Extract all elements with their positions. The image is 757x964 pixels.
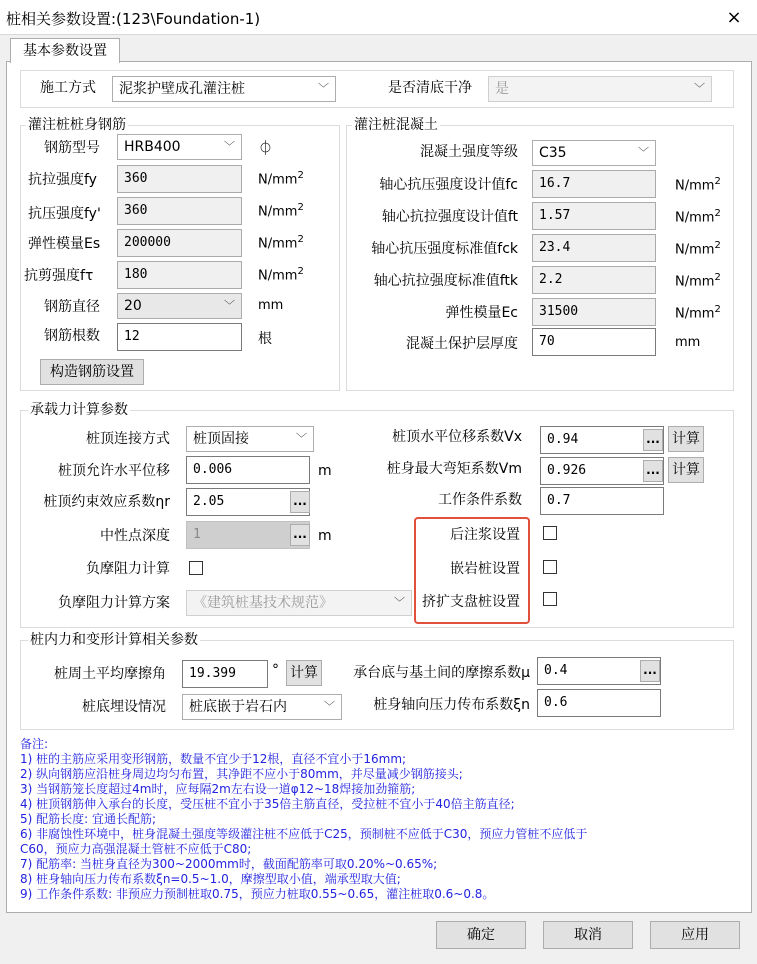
displacement-label: 桩顶允许水平位移 xyxy=(58,463,170,479)
vx-label: 桩顶水平位移系数Vx xyxy=(392,429,522,445)
cover-input[interactable]: 70 xyxy=(532,328,656,356)
unit-sup: 2 xyxy=(714,208,721,219)
eta-more-button[interactable]: ... xyxy=(290,491,310,513)
internal-force-group-title: 桩内力和变形计算相关参数 xyxy=(30,632,198,648)
note-line: C60，预应力高强混凝土管桩不应低于C80; xyxy=(20,842,252,856)
unit-text: N/mm xyxy=(675,210,715,226)
ftk-label: 轴心抗拉强度标准值ftk xyxy=(373,273,518,289)
ft-label: 抗剪强度fτ xyxy=(24,268,94,284)
note-line: 8) 桩身轴向压力传布系数ξn=0.5~1.0，摩擦型取小值，端承型取大值; xyxy=(20,872,401,886)
rebar-config-button[interactable]: 构造钢筋设置 xyxy=(40,359,144,385)
rebar-num-input[interactable]: 12 xyxy=(117,323,242,351)
construction-method-label: 施工方式 xyxy=(40,80,96,96)
unit-sup: 2 xyxy=(714,272,721,283)
notes xyxy=(20,737,742,902)
rebar-dia-value: 20 xyxy=(124,298,142,314)
ft-concrete-label: 轴心抗拉强度设计值ft xyxy=(381,209,518,225)
rock-socket-label: 嵌岩桩设置 xyxy=(450,561,520,577)
friction-calc-button[interactable]: 计算 xyxy=(286,660,322,686)
work-condition-input[interactable]: 0.7 xyxy=(540,487,664,515)
es-label: 弹性模量Es xyxy=(28,236,101,252)
mu-more-button[interactable]: ... xyxy=(640,660,660,682)
unit-text: N/mm xyxy=(675,178,715,194)
note-line: 4) 桩顶钢筋伸入承台的长度，受压桩不宜小于35倍主筋直径，受拉桩不宜小于40倍主筋直径; xyxy=(20,797,515,811)
clean-bottom-label: 是否清底干净 xyxy=(388,80,472,96)
clean-bottom-select[interactable] xyxy=(488,76,712,102)
mu-label: 承台底与基土间的摩擦系数μ xyxy=(353,665,530,681)
ok-button[interactable]: 确定 xyxy=(436,921,526,949)
concrete-group-title: 灌注桩混凝土 xyxy=(354,117,438,133)
xi-input[interactable]: 0.6 xyxy=(537,689,661,717)
ft-input[interactable]: 180 xyxy=(117,261,242,289)
grade-value: C35 xyxy=(539,145,567,161)
fy2-label: 抗压强度fy' xyxy=(28,206,101,222)
unit-text: N/mm xyxy=(258,172,298,188)
eta-input[interactable]: 2.05 xyxy=(186,488,310,516)
fy2-input[interactable]: 360 xyxy=(117,197,242,225)
grade-label: 混凝土强度等级 xyxy=(420,144,518,160)
fc-label: 轴心抗压强度设计值fc xyxy=(379,177,518,193)
rebar-type-select[interactable] xyxy=(117,134,242,160)
ft-concrete-unit xyxy=(675,208,721,225)
ftk-unit xyxy=(675,272,721,289)
vm-calc-button[interactable]: 计算 xyxy=(668,457,704,483)
unit-sup: 2 xyxy=(297,266,304,277)
chevron-down-icon: ﹀ xyxy=(318,82,329,95)
note-line: 备注: xyxy=(20,737,49,751)
eta-label: 桩顶约束效应系数ηr xyxy=(43,494,170,510)
friction-angle-unit: ° xyxy=(272,662,279,678)
rebar-num-unit: 根 xyxy=(258,331,272,347)
displacement-unit: m xyxy=(318,463,332,479)
mu-input[interactable]: 0.4 xyxy=(537,657,661,685)
capacity-group-title: 承载力计算参数 xyxy=(30,402,128,418)
displacement-input[interactable]: 0.006 xyxy=(186,456,310,484)
chevron-down-icon: ﹀ xyxy=(394,596,405,609)
rebar-dia-select[interactable] xyxy=(117,293,242,319)
es-unit xyxy=(258,234,304,251)
embed-select[interactable] xyxy=(182,694,342,720)
fy-unit xyxy=(258,170,304,187)
connection-value: 桩顶固接 xyxy=(193,431,249,447)
cancel-button[interactable]: 取消 xyxy=(543,921,633,949)
note-line: 9) 工作条件系数: 非预应力预制桩取0.75，预应力桩取0.55~0.65，灌注桩取0.6~0.8。 xyxy=(20,887,495,901)
neutral-unit: m xyxy=(318,528,332,544)
chevron-down-icon: ﹀ xyxy=(296,432,307,445)
rebar-grade-symbol: ⏀ xyxy=(258,139,274,157)
grade-select[interactable] xyxy=(532,140,656,166)
chevron-down-icon: ﹀ xyxy=(324,700,335,713)
xi-label: 桩身轴向压力传布系数ξn xyxy=(373,697,530,713)
ft-concrete-input[interactable]: 1.57 xyxy=(532,202,656,230)
cover-label: 混凝土保护层厚度 xyxy=(406,336,518,352)
cover-unit: mm xyxy=(675,335,701,350)
unit-text: N/mm xyxy=(675,274,715,290)
tab-basic-params[interactable]: 基本参数设置 xyxy=(10,38,120,63)
rebar-group-title: 灌注桩桩身钢筋 xyxy=(28,117,126,133)
embed-label: 桩底埋设情况 xyxy=(82,699,166,715)
note-line: 7) 配筋率: 当桩身直径为300~2000mm时，截面配筋率可取0.20%~0.65%; xyxy=(20,857,438,871)
fy-input[interactable]: 360 xyxy=(117,165,242,193)
unit-text: N/mm xyxy=(675,306,715,322)
ft-unit xyxy=(258,266,304,283)
chevron-down-icon: ﹀ xyxy=(694,82,705,95)
unit-sup: 2 xyxy=(714,240,721,251)
rebar-type-value: HRB400 xyxy=(124,139,181,155)
unit-sup: 2 xyxy=(714,304,721,315)
expand-pile-label: 挤扩支盘桩设置 xyxy=(422,594,520,610)
vx-input[interactable]: 0.94 xyxy=(540,426,664,454)
vm-label: 桩身最大弯矩系数Vm xyxy=(386,461,522,477)
fc-unit xyxy=(675,176,721,193)
unit-sup: 2 xyxy=(297,202,304,213)
note-line: 1) 桩的主筋应采用变形钢筋，数量不宜少于12根，直径不宜小于16mm; xyxy=(20,752,407,766)
unit-text: N/mm xyxy=(258,204,298,220)
embed-value: 桩底嵌于岩石内 xyxy=(189,699,287,715)
fy2-unit xyxy=(258,202,304,219)
neg-scheme-value: 《建筑桩基技术规范》 xyxy=(193,595,333,611)
vx-calc-button[interactable]: 计算 xyxy=(668,426,704,452)
construction-method-value: 泥浆护壁成孔灌注桩 xyxy=(119,81,245,97)
vm-more-button[interactable]: ... xyxy=(643,460,663,482)
ec-label: 弹性模量Ec xyxy=(445,305,518,321)
chevron-down-icon: ﹀ xyxy=(638,146,649,159)
work-condition-label: 工作条件系数 xyxy=(438,492,522,508)
unit-sup: 2 xyxy=(714,176,721,187)
rebar-type-label: 钢筋型号 xyxy=(44,140,100,156)
expand-pile-checkbox[interactable] xyxy=(543,592,557,606)
unit-sup: 2 xyxy=(297,170,304,181)
neutral-input[interactable]: 1 xyxy=(186,521,310,549)
vx-more-button[interactable]: ... xyxy=(643,429,663,451)
construction-method-select[interactable] xyxy=(112,76,336,102)
chevron-down-icon: ﹀ xyxy=(224,140,235,153)
rock-socket-checkbox[interactable] xyxy=(543,560,557,574)
es-input[interactable]: 200000 xyxy=(117,229,242,257)
unit-text: N/mm xyxy=(258,268,298,284)
ftk-input[interactable]: 2.2 xyxy=(532,266,656,294)
ec-input[interactable]: 31500 xyxy=(532,298,656,326)
ec-unit xyxy=(675,304,721,321)
fck-input[interactable]: 23.4 xyxy=(532,234,656,262)
apply-button[interactable]: 应用 xyxy=(650,921,740,949)
window-title: 桩相关参数设置:(123\Foundation-1) xyxy=(6,10,261,28)
fck-label: 轴心抗压强度标准值fck xyxy=(371,241,518,257)
note-line: 3) 当钢筋笼长度超过4m时，应每隔2m左右设一道φ12~18焊接加劲箍筋; xyxy=(20,782,416,796)
note-line: 2) 纵向钢筋应沿桩身周边均匀布置，其净距不应小于80mm，并尽量减少钢筋接头; xyxy=(20,767,463,781)
unit-sup: 2 xyxy=(297,234,304,245)
neutral-more-button[interactable]: ... xyxy=(290,524,310,546)
neg-friction-label: 负摩阻力计算 xyxy=(86,561,170,577)
neg-friction-checkbox[interactable] xyxy=(189,561,203,575)
friction-angle-label: 桩周土平均摩擦角 xyxy=(54,666,166,682)
vm-input[interactable]: 0.926 xyxy=(540,457,664,485)
fck-unit xyxy=(675,240,721,257)
neg-scheme-select[interactable] xyxy=(186,590,412,616)
rebar-num-label: 钢筋根数 xyxy=(44,328,100,344)
post-grout-label: 后注浆设置 xyxy=(450,527,520,543)
title-bar xyxy=(0,0,757,35)
rebar-dia-label: 钢筋直径 xyxy=(44,299,100,315)
connection-select[interactable] xyxy=(186,426,314,452)
fy-label: 抗拉强度fy xyxy=(28,172,97,188)
neutral-label: 中性点深度 xyxy=(100,528,170,544)
post-grout-checkbox[interactable] xyxy=(543,526,557,540)
clean-bottom-value: 是 xyxy=(495,81,509,97)
friction-angle-input[interactable]: 19.399 xyxy=(182,660,268,688)
rebar-dia-unit: mm xyxy=(258,298,284,313)
unit-text: N/mm xyxy=(675,242,715,258)
unit-text: N/mm xyxy=(258,236,298,252)
note-line: 6) 非腐蚀性环境中，桩身混凝土强度等级灌注桩不应低于C25，预制桩不应低于C30，预应力管桩不应低于 xyxy=(20,827,588,841)
close-icon[interactable]: × xyxy=(726,6,742,28)
fc-input[interactable]: 16.7 xyxy=(532,170,656,198)
neg-scheme-label: 负摩阻力计算方案 xyxy=(58,595,170,611)
connection-label: 桩顶连接方式 xyxy=(86,431,170,447)
chevron-down-icon: ﹀ xyxy=(224,299,235,312)
note-line: 5) 配筋长度: 宜通长配筋; xyxy=(20,812,157,826)
